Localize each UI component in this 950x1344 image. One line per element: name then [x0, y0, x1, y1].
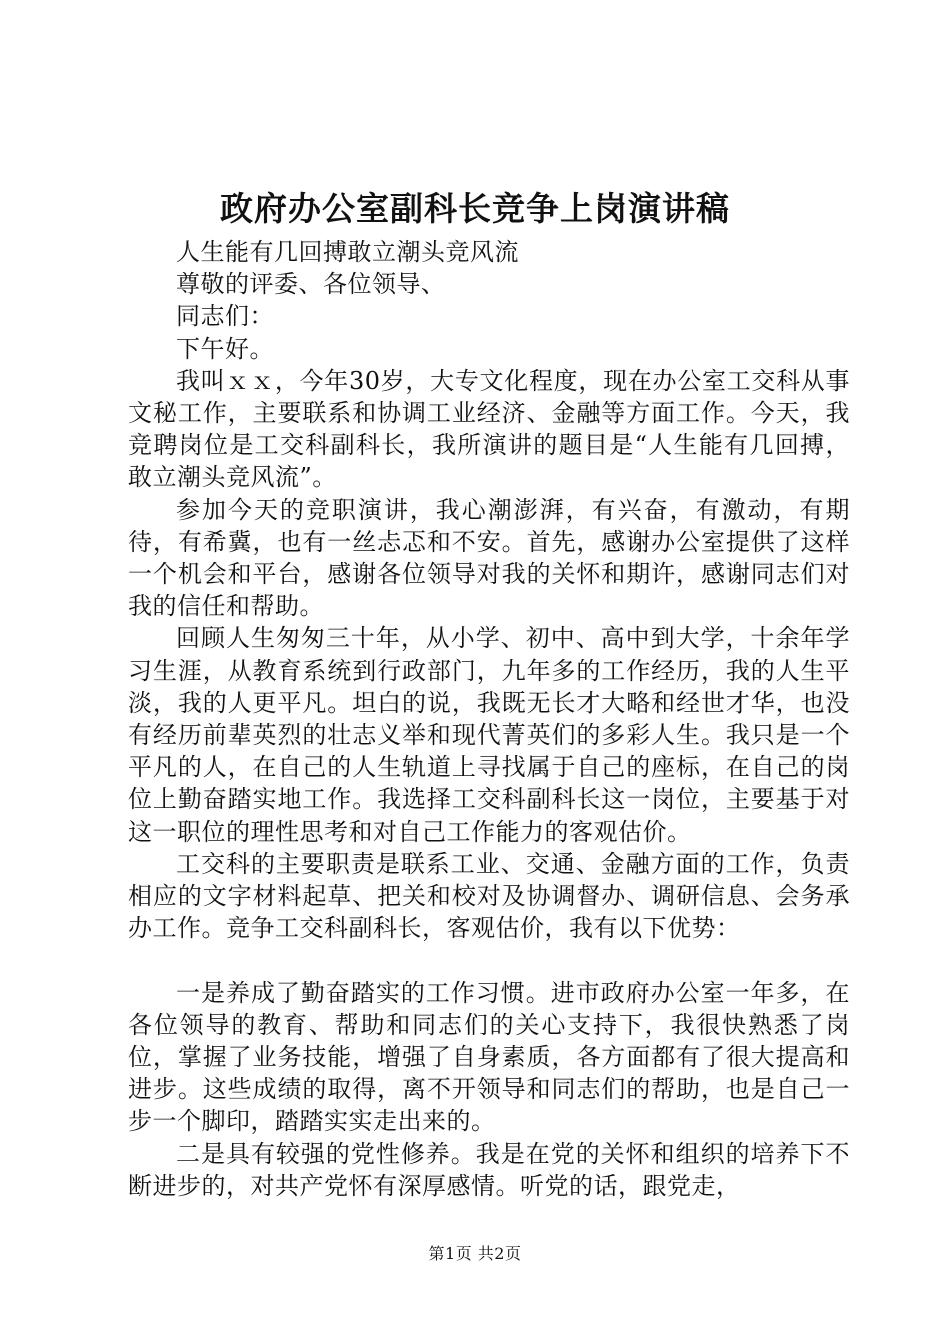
paragraph-greeting: 下午好。 [176, 334, 274, 363]
paragraph-advantage-1: 一是养成了勤奋踏实的工作习惯。进市政府办公室一年多，在各位领导的教育、帮助和同志们的关心支持下，我很快熟悉了岗位，掌握了业务技能，增强了自身素质，各方面都有了很大提高和进步。这些成绩的取得，离不开领导和同志们的帮助，也是自己一步一个脚印，踏踏实实走出来的。 [128, 978, 850, 1136]
paragraph-feelings: 参加今天的竞职演讲，我心潮澎湃，有兴奋，有激动，有期待，有希冀，也有一丝忐忑和不安。首先，感谢办公室提供了这样一个机会和平台，感谢各位领导对我的关怀和期许，感谢同志们对我的信任和帮助。 [128, 495, 850, 621]
paragraph-duties: 工交科的主要职责是联系工业、交通、金融方面的工作，负责相应的文字材料起草、把关和校对及协调督办、调研信息、会务承办工作。竞争工交科副科长，客观估价，我有以下优势： [128, 849, 850, 943]
paragraph-review: 回顾人生匆匆三十年，从小学、初中、高中到大学，十余年学习生涯，从教育系统到行政部门，九年多的工作经历，我的人生平淡，我的人更平凡。坦白的说，我既无长才大略和经世才华，也没有经历前辈英烈的壮志义举和现代菁英们的多彩人生。我只是一个平凡的人，在自己的人生轨道上寻找属于自己的座标，在自己的岗位上勤奋踏实地工作。我选择工交科副科长这一岗位，主要基于对这一职位的理性思考和对自己工作能力的客观估价。 [128, 624, 850, 846]
paragraph-blank [128, 944, 850, 976]
document-body [128, 236, 850, 1202]
paragraph-subtitle: 人生能有几回搏敢立潮头竞风流 [176, 238, 519, 266]
page-footer: 第1页 共2页 [428, 1244, 522, 1263]
paragraph-introduction: 我叫ｘｘ，今年30岁，大专文化程度，现在办公室工交科从事文秘工作，主要联系和协调工业经济、金融等方面工作。今天，我竞聘岗位是工交科副科长，我所演讲的题目是“人生能有几回搏，敢立潮头竞风流”。 [128, 366, 850, 492]
document-title: 政府办公室副科长竞争上岗演讲稿 [220, 189, 730, 228]
paragraph-salutation-1: 尊敬的评委、各位领导、 [176, 270, 446, 299]
paragraph-salutation-2: 同志们： [176, 302, 274, 331]
paragraph-advantage-2: 二是具有较强的党性修养。我是在党的关怀和组织的培养下不断进步的，对共产党怀有深厚感情。听党的话，跟党走， [128, 1139, 850, 1200]
